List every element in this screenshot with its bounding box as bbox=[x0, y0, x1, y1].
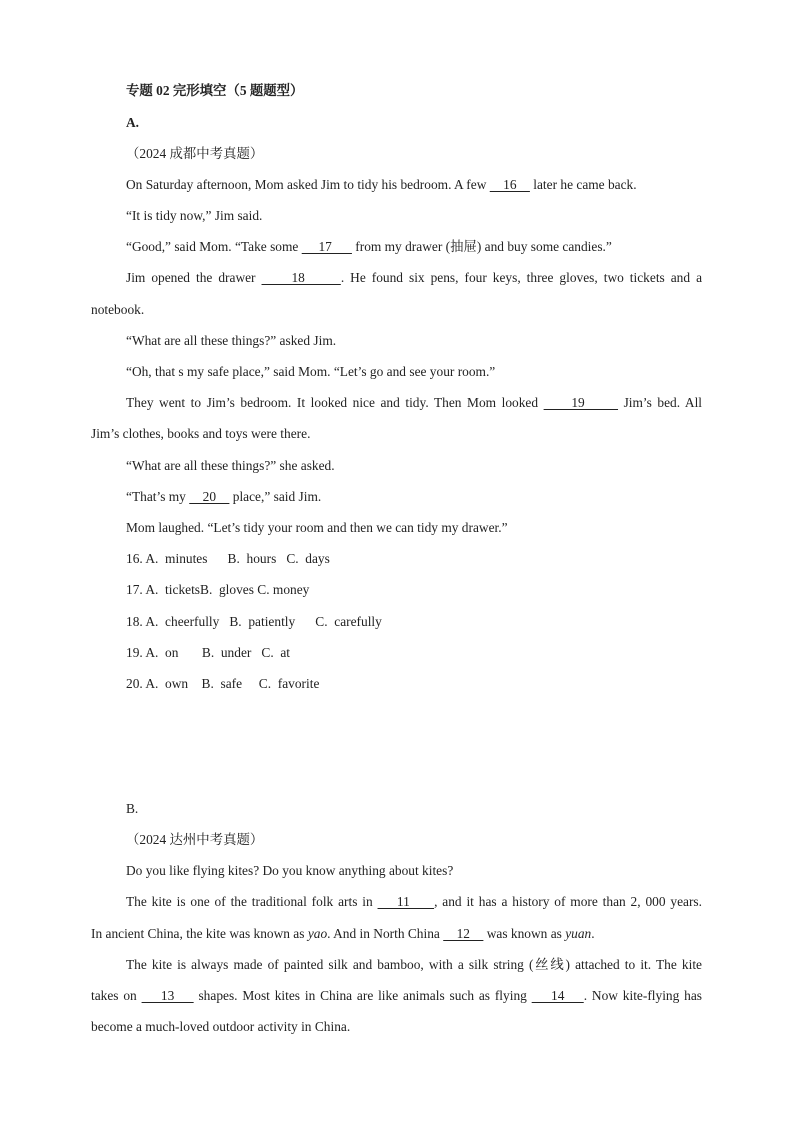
text: . bbox=[591, 926, 595, 941]
section-b-source: （2024 达州中考真题） bbox=[126, 832, 264, 847]
passage-a-line bbox=[126, 488, 321, 505]
question-18-options: 18. A. cheerfully B. patiently C. carefully bbox=[126, 614, 382, 629]
section-a-source: （2024 成都中考真题） bbox=[126, 146, 264, 161]
blank-17: 17 bbox=[301, 239, 352, 254]
text: from my drawer (抽屉) and buy some candies.” bbox=[351, 239, 612, 254]
passage-a-line: “Oh, that s my safe place,” said Mom. “Let’s go and see your room.” bbox=[126, 364, 496, 379]
text: “Good,” said Mom. “Take some bbox=[126, 239, 302, 254]
blank-11: 11 bbox=[377, 894, 435, 909]
blank-13: 13 bbox=[141, 988, 194, 1003]
text: , and it has a history of more than 2, 000 years. bbox=[434, 894, 702, 909]
passage-a-line bbox=[126, 269, 702, 286]
blank-16: 16 bbox=[489, 177, 530, 192]
blank-19: 19 bbox=[543, 395, 619, 410]
text: later he came back. bbox=[529, 177, 637, 192]
blank-20: 20 bbox=[189, 489, 230, 504]
text: They went to Jim’s bedroom. It looked nice and tidy. Then Mom looked bbox=[126, 395, 544, 410]
passage-a-line bbox=[126, 176, 637, 193]
question-20-options: 20. A. own B. safe C. favorite bbox=[126, 676, 320, 691]
passage-b-line: become a much-loved outdoor activity in China. bbox=[91, 1019, 351, 1034]
text: On Saturday afternoon, Mom asked Jim to tidy his bedroom. A few bbox=[126, 177, 490, 192]
blank-14: 14 bbox=[531, 988, 584, 1003]
question-19-options: 19. A. on B. under C. at bbox=[126, 645, 291, 660]
text: was known as bbox=[483, 926, 566, 941]
passage-b-line: The kite is always made of painted silk and bamboo, with a silk string (丝线) attached to it. The kite bbox=[126, 957, 702, 972]
section-b-label: B. bbox=[126, 801, 139, 816]
term-yuan: yuan bbox=[565, 926, 592, 941]
blank-12: 12 bbox=[443, 926, 484, 941]
text: . Now kite-flying has bbox=[583, 988, 702, 1003]
text: Jim’s bed. All bbox=[618, 395, 703, 410]
section-a-label: A. bbox=[126, 115, 140, 130]
passage-a-line: Mom laughed. “Let’s tidy your room and then we can tidy my drawer.” bbox=[126, 520, 508, 535]
passage-a-line bbox=[126, 238, 612, 255]
text: In ancient China, the kite was known as bbox=[91, 926, 308, 941]
passage-a-line: notebook. bbox=[91, 302, 145, 317]
text: takes on bbox=[91, 988, 142, 1003]
passage-a-line: Jim’s clothes, books and toys were there. bbox=[91, 426, 311, 441]
text: shapes. Most kites in China are like animals such as flying bbox=[193, 988, 532, 1003]
text: The kite is one of the traditional folk arts in bbox=[126, 894, 378, 909]
passage-b-line bbox=[91, 925, 595, 942]
question-16-options: 16. A. minutes B. hours C. days bbox=[126, 551, 330, 566]
passage-b-line: Do you like flying kites? Do you know anything about kites? bbox=[126, 863, 454, 878]
text: Jim opened the drawer bbox=[126, 270, 262, 285]
text: “That’s my bbox=[126, 489, 190, 504]
text: . And in North China bbox=[327, 926, 444, 941]
passage-a-line: “What are all these things?” asked Jim. bbox=[126, 333, 337, 348]
passage-a-line: “It is tidy now,” Jim said. bbox=[126, 208, 263, 223]
passage-a-line bbox=[126, 394, 702, 411]
text: . He found six pens, four keys, three gloves, two tickets and a bbox=[340, 270, 703, 285]
passage-b-line bbox=[126, 893, 702, 910]
blank-18: 18 bbox=[261, 270, 341, 285]
passage-b-line bbox=[91, 987, 702, 1004]
term-yao: yao bbox=[307, 926, 328, 941]
passage-a-line: “What are all these things?” she asked. bbox=[126, 458, 335, 473]
text: place,” said Jim. bbox=[229, 489, 322, 504]
page-title: 专题 02 完形填空（5 题题型） bbox=[126, 83, 304, 98]
question-17-options: 17. A. ticketsB. gloves C. money bbox=[126, 582, 310, 597]
